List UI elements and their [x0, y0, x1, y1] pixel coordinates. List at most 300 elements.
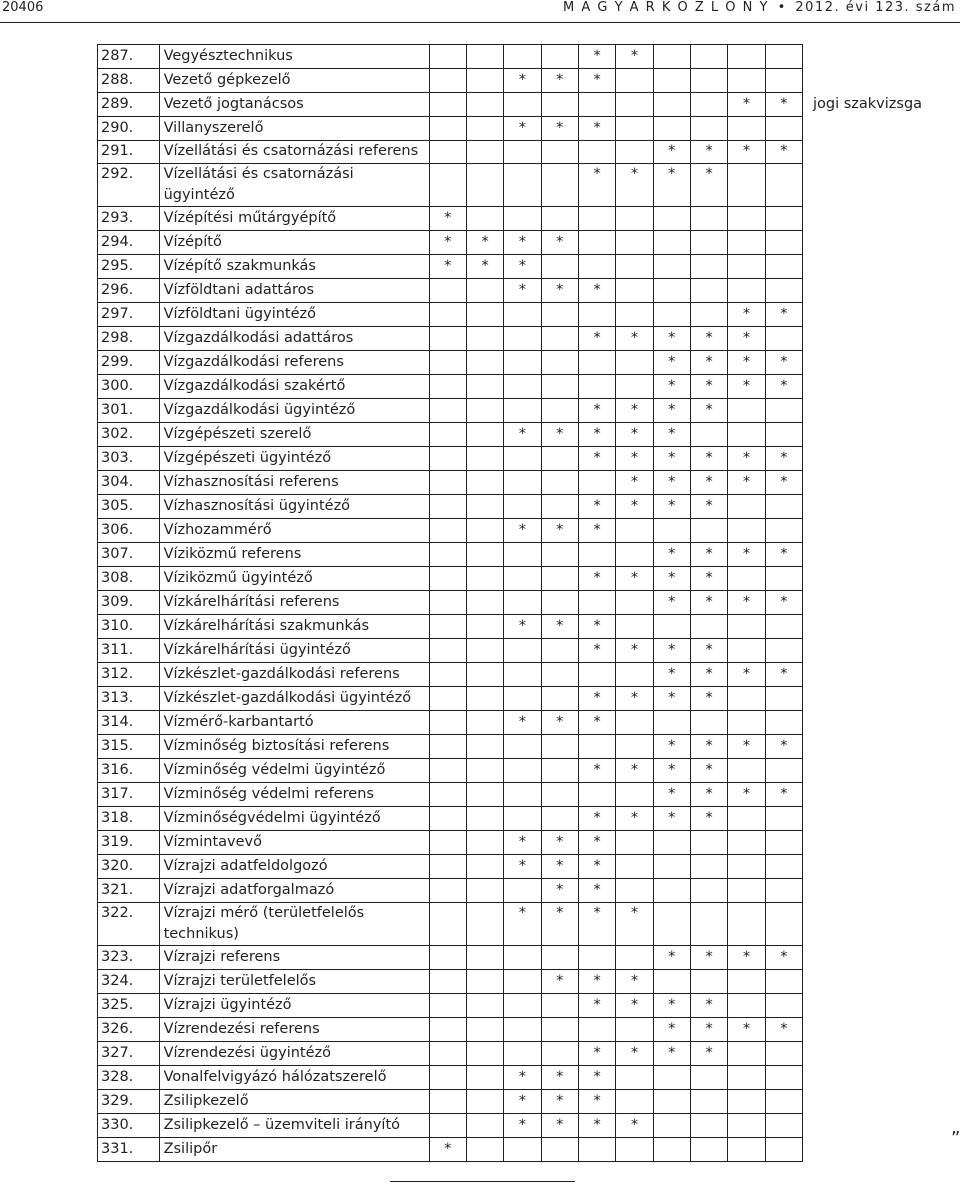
- qualification-mark: *: [578, 711, 615, 735]
- qualification-mark: *: [578, 879, 615, 903]
- table-row: [98, 970, 960, 994]
- qualification-mark: *: [765, 351, 802, 375]
- qualification-mark: *: [653, 687, 690, 711]
- qualification-mark: [429, 1018, 466, 1042]
- table-row: [98, 375, 960, 399]
- table-row: [98, 1090, 960, 1114]
- requirement-note: [802, 231, 959, 255]
- qualification-mark: *: [765, 447, 802, 471]
- qualification-mark: [653, 615, 690, 639]
- qualification-mark: [466, 994, 503, 1018]
- qualification-mark: [765, 994, 802, 1018]
- requirement-note: [802, 117, 959, 141]
- qualification-mark: [429, 279, 466, 303]
- qualification-mark: *: [765, 591, 802, 615]
- requirement-note: [802, 351, 959, 375]
- requirement-note: [802, 591, 959, 615]
- row-number: 303.: [98, 447, 160, 471]
- qualification-mark: [504, 543, 541, 567]
- qualification-mark: *: [690, 639, 727, 663]
- qualification-mark: [504, 735, 541, 759]
- qualification-mark: [653, 1090, 690, 1114]
- occupation-name: Vízhasznosítási ügyintéző: [159, 495, 429, 519]
- qualification-mark: [690, 615, 727, 639]
- qualification-mark: *: [728, 543, 765, 567]
- qualification-mark: [466, 519, 503, 543]
- table-row: [98, 117, 960, 141]
- qualification-mark: [504, 471, 541, 495]
- qualification-mark: *: [578, 117, 615, 141]
- row-number: 288.: [98, 69, 160, 93]
- qualification-mark: *: [690, 759, 727, 783]
- requirement-note: [802, 1018, 959, 1042]
- qualification-mark: [765, 207, 802, 231]
- qualification-mark: [728, 639, 765, 663]
- qualification-mark: [541, 783, 578, 807]
- qualification-mark: [578, 591, 615, 615]
- table-row: [98, 879, 960, 903]
- occupation-name: Vízminőségvédelmi ügyintéző: [159, 807, 429, 831]
- requirement-note: [802, 69, 959, 93]
- qualification-mark: *: [541, 231, 578, 255]
- qualification-mark: *: [504, 69, 541, 93]
- qualification-mark: [728, 207, 765, 231]
- row-number: 320.: [98, 855, 160, 879]
- occupation-name: Vízföldtani adattáros: [159, 279, 429, 303]
- qualification-mark: [728, 903, 765, 946]
- qualification-mark: [541, 807, 578, 831]
- row-number: 325.: [98, 994, 160, 1018]
- qualification-mark: [429, 141, 466, 164]
- table-row: [98, 93, 960, 117]
- qualification-mark: [765, 970, 802, 994]
- row-number: 322.: [98, 903, 160, 946]
- qualification-mark: *: [541, 519, 578, 543]
- qualification-mark: [616, 375, 653, 399]
- qualification-mark: [765, 639, 802, 663]
- qualification-mark: [616, 1018, 653, 1042]
- requirement-note: [802, 663, 959, 687]
- qualification-mark: [653, 1066, 690, 1090]
- qualification-mark: [616, 831, 653, 855]
- qualification-mark: [616, 279, 653, 303]
- occupation-name: Vízminőség védelmi referens: [159, 783, 429, 807]
- qualification-mark: [541, 1042, 578, 1066]
- qualification-mark: [466, 1090, 503, 1114]
- qualification-mark: [578, 543, 615, 567]
- qualification-mark: [578, 471, 615, 495]
- qualification-mark: [541, 994, 578, 1018]
- qualification-mark: *: [541, 970, 578, 994]
- requirement-note: [802, 639, 959, 663]
- qualification-mark: *: [578, 69, 615, 93]
- qualification-mark: [616, 615, 653, 639]
- qualification-mark: [541, 639, 578, 663]
- qualification-mark: *: [504, 615, 541, 639]
- qualification-mark: *: [616, 970, 653, 994]
- qualification-mark: [728, 279, 765, 303]
- occupation-name: Vízkészlet-gazdálkodási referens: [159, 663, 429, 687]
- row-number: 308.: [98, 567, 160, 591]
- table-row: [98, 1138, 960, 1162]
- requirement-note: [802, 543, 959, 567]
- qualification-mark: [429, 831, 466, 855]
- qualification-mark: [728, 615, 765, 639]
- qualification-mark: [541, 495, 578, 519]
- qualification-mark: [616, 735, 653, 759]
- qualification-mark: *: [690, 327, 727, 351]
- qualification-mark: [504, 567, 541, 591]
- qualification-mark: *: [690, 567, 727, 591]
- journal-name: M A G Y A R K Ö Z L Ö N Y: [563, 0, 769, 15]
- row-number: 313.: [98, 687, 160, 711]
- qualification-mark: *: [578, 327, 615, 351]
- occupation-name: Vízellátási és csatornázási referens: [159, 141, 429, 164]
- qualification-mark: [765, 831, 802, 855]
- qualification-mark: [578, 1138, 615, 1162]
- qualification-mark: *: [578, 687, 615, 711]
- occupation-name: Vízrendezési ügyintéző: [159, 1042, 429, 1066]
- qualification-mark: *: [541, 615, 578, 639]
- qualification-mark: *: [429, 1138, 466, 1162]
- qualification-mark: [504, 45, 541, 69]
- row-number: 327.: [98, 1042, 160, 1066]
- qualification-mark: *: [653, 495, 690, 519]
- requirement-note: [802, 141, 959, 164]
- qualification-mark: [728, 1090, 765, 1114]
- qualification-mark: [653, 711, 690, 735]
- requirement-note: [802, 759, 959, 783]
- row-number: 316.: [98, 759, 160, 783]
- row-number: 321.: [98, 879, 160, 903]
- qualification-mark: [504, 807, 541, 831]
- qualification-mark: [466, 759, 503, 783]
- qualification-mark: *: [653, 447, 690, 471]
- requirement-note: [802, 1114, 959, 1138]
- qualification-mark: *: [690, 783, 727, 807]
- occupation-name: Vízrajzi területfelelős: [159, 970, 429, 994]
- occupation-name: Vízellátási és csatornázási ügyintéző: [159, 164, 429, 207]
- journal-title: [563, 0, 956, 15]
- occupation-name: Vízföldtani ügyintéző: [159, 303, 429, 327]
- qualification-mark: *: [578, 615, 615, 639]
- qualification-mark: [765, 423, 802, 447]
- qualification-mark: [765, 1090, 802, 1114]
- qualification-mark: [690, 255, 727, 279]
- qualification-mark: *: [653, 807, 690, 831]
- table-row: [98, 207, 960, 231]
- qualification-mark: [578, 141, 615, 164]
- qualification-mark: *: [616, 1114, 653, 1138]
- qualification-mark: [653, 303, 690, 327]
- qualification-mark: [578, 783, 615, 807]
- qualification-mark: *: [653, 994, 690, 1018]
- qualification-mark: [690, 93, 727, 117]
- qualification-mark: *: [653, 567, 690, 591]
- qualification-mark: [504, 946, 541, 970]
- qualification-mark: [429, 735, 466, 759]
- row-number: 289.: [98, 93, 160, 117]
- qualification-mark: [466, 1114, 503, 1138]
- qualification-mark: *: [690, 141, 727, 164]
- qualification-mark: [504, 687, 541, 711]
- qualification-mark: *: [466, 231, 503, 255]
- qualification-mark: *: [653, 351, 690, 375]
- qualification-mark: [429, 45, 466, 69]
- qualification-mark: *: [690, 735, 727, 759]
- qualification-mark: [466, 375, 503, 399]
- qualification-mark: [466, 639, 503, 663]
- qualification-mark: [728, 831, 765, 855]
- qualification-mark: *: [541, 711, 578, 735]
- occupation-name: Vegyésztechnikus: [159, 45, 429, 69]
- qualification-mark: [466, 879, 503, 903]
- qualification-mark: *: [653, 735, 690, 759]
- occupation-name: Vízkészlet-gazdálkodási ügyintéző: [159, 687, 429, 711]
- qualification-mark: [690, 831, 727, 855]
- row-number: 299.: [98, 351, 160, 375]
- qualification-mark: [541, 759, 578, 783]
- qualification-mark: [429, 687, 466, 711]
- qualification-mark: [616, 351, 653, 375]
- qualification-mark: *: [578, 903, 615, 946]
- qualification-mark: *: [728, 471, 765, 495]
- qualification-mark: [541, 327, 578, 351]
- qualification-mark: [653, 1114, 690, 1138]
- qualification-mark: *: [690, 164, 727, 207]
- qualification-mark: [541, 303, 578, 327]
- qualification-mark: [541, 591, 578, 615]
- qualification-mark: *: [653, 591, 690, 615]
- qualification-mark: *: [504, 279, 541, 303]
- qualification-mark: [765, 903, 802, 946]
- qualification-mark: *: [728, 591, 765, 615]
- qualification-mark: [765, 1114, 802, 1138]
- qualification-mark: [728, 45, 765, 69]
- qualification-mark: [616, 663, 653, 687]
- table-row: [98, 615, 960, 639]
- table-row: [98, 735, 960, 759]
- qualification-mark: [466, 117, 503, 141]
- qualification-mark: *: [578, 807, 615, 831]
- qualification-mark: [616, 1066, 653, 1090]
- qualification-mark: [429, 93, 466, 117]
- qualification-mark: [504, 1042, 541, 1066]
- qualification-mark: [653, 69, 690, 93]
- qualification-mark: *: [504, 423, 541, 447]
- qualification-mark: [466, 687, 503, 711]
- qualification-mark: *: [765, 375, 802, 399]
- qualification-mark: [616, 855, 653, 879]
- qualification-mark: [466, 207, 503, 231]
- row-number: 301.: [98, 399, 160, 423]
- qualification-mark: [578, 1018, 615, 1042]
- qualification-mark: *: [578, 759, 615, 783]
- qualification-mark: [429, 855, 466, 879]
- qualification-mark: [504, 399, 541, 423]
- occupation-name: Vezető gépkezelő: [159, 69, 429, 93]
- qualification-mark: [616, 255, 653, 279]
- qualification-mark: [429, 327, 466, 351]
- table-row: [98, 903, 960, 946]
- qualification-mark: [728, 1138, 765, 1162]
- qualification-mark: [578, 255, 615, 279]
- qualification-mark: [728, 759, 765, 783]
- table-row: [98, 783, 960, 807]
- qualification-mark: *: [690, 591, 727, 615]
- requirement-note: [802, 45, 959, 69]
- table-row: [98, 1018, 960, 1042]
- requirement-note: [802, 1042, 959, 1066]
- qualification-mark: *: [578, 519, 615, 543]
- qualification-mark: [541, 543, 578, 567]
- qualification-mark: *: [728, 303, 765, 327]
- qualification-mark: [466, 591, 503, 615]
- qualification-mark: [616, 69, 653, 93]
- qualification-mark: [429, 303, 466, 327]
- qualification-mark: [690, 1090, 727, 1114]
- qualification-mark: *: [728, 327, 765, 351]
- qualification-mark: [429, 495, 466, 519]
- qualification-mark: [504, 141, 541, 164]
- qualification-mark: [653, 93, 690, 117]
- row-number: 317.: [98, 783, 160, 807]
- qualification-mark: [728, 519, 765, 543]
- occupation-name: Vízrajzi adatforgalmazó: [159, 879, 429, 903]
- qualification-mark: *: [690, 375, 727, 399]
- occupation-name: Vízminőség biztosítási referens: [159, 735, 429, 759]
- qualification-mark: [728, 255, 765, 279]
- qualification-mark: [765, 807, 802, 831]
- qualification-mark: *: [578, 855, 615, 879]
- qualification-mark: *: [616, 164, 653, 207]
- occupation-name: Víziközmű ügyintéző: [159, 567, 429, 591]
- qualification-mark: [429, 375, 466, 399]
- occupation-name: Vonalfelvigyázó hálózatszerelő: [159, 1066, 429, 1090]
- occupation-table: [97, 44, 960, 1162]
- qualification-mark: [690, 855, 727, 879]
- qualification-mark: *: [653, 327, 690, 351]
- qualification-mark: [541, 1138, 578, 1162]
- qualification-mark: *: [690, 994, 727, 1018]
- row-number: 328.: [98, 1066, 160, 1090]
- qualification-mark: [765, 279, 802, 303]
- qualification-mark: [616, 1090, 653, 1114]
- qualification-mark: *: [690, 663, 727, 687]
- qualification-mark: [765, 759, 802, 783]
- requirement-note: [802, 303, 959, 327]
- qualification-mark: [728, 711, 765, 735]
- row-number: 298.: [98, 327, 160, 351]
- table-row: [98, 231, 960, 255]
- requirement-note: [802, 399, 959, 423]
- qualification-mark: [541, 567, 578, 591]
- qualification-mark: *: [653, 1042, 690, 1066]
- occupation-name: Vízrendezési referens: [159, 1018, 429, 1042]
- qualification-mark: [616, 543, 653, 567]
- qualification-mark: [504, 994, 541, 1018]
- qualification-mark: [541, 1018, 578, 1042]
- qualification-mark: [504, 351, 541, 375]
- qualification-mark: *: [504, 231, 541, 255]
- occupation-name: Vízgazdálkodási referens: [159, 351, 429, 375]
- qualification-mark: [578, 663, 615, 687]
- row-number: 302.: [98, 423, 160, 447]
- occupation-table-body: [98, 45, 960, 1162]
- qualification-mark: *: [429, 255, 466, 279]
- requirement-note: [802, 1066, 959, 1090]
- qualification-mark: *: [653, 946, 690, 970]
- requirement-note: jogi szakvizsga: [812, 95, 923, 112]
- qualification-mark: [504, 639, 541, 663]
- requirement-note: [802, 423, 959, 447]
- qualification-mark: *: [504, 711, 541, 735]
- qualification-mark: [466, 141, 503, 164]
- qualification-mark: [765, 567, 802, 591]
- occupation-name: Vízépítési műtárgyépítő: [159, 207, 429, 231]
- qualification-mark: [728, 231, 765, 255]
- table-row: [98, 164, 960, 207]
- qualification-mark: [728, 164, 765, 207]
- qualification-mark: *: [616, 567, 653, 591]
- row-number: 319.: [98, 831, 160, 855]
- qualification-mark: [616, 879, 653, 903]
- qualification-mark: *: [690, 399, 727, 423]
- qualification-mark: [466, 831, 503, 855]
- occupation-name: Villanyszerelő: [159, 117, 429, 141]
- row-number: 307.: [98, 543, 160, 567]
- qualification-mark: [466, 567, 503, 591]
- qualification-mark: [690, 69, 727, 93]
- row-number: 300.: [98, 375, 160, 399]
- qualification-mark: *: [653, 1018, 690, 1042]
- qualification-mark: [466, 1018, 503, 1042]
- qualification-mark: [616, 141, 653, 164]
- qualification-mark: [429, 164, 466, 207]
- qualification-mark: *: [504, 831, 541, 855]
- qualification-mark: *: [765, 93, 802, 117]
- qualification-mark: [466, 303, 503, 327]
- qualification-mark: [653, 207, 690, 231]
- qualification-mark: [728, 994, 765, 1018]
- qualification-mark: *: [541, 69, 578, 93]
- qualification-mark: [466, 279, 503, 303]
- qualification-mark: [429, 711, 466, 735]
- qualification-mark: [504, 783, 541, 807]
- qualification-mark: *: [728, 93, 765, 117]
- row-number: 312.: [98, 663, 160, 687]
- qualification-mark: *: [578, 567, 615, 591]
- occupation-name: Vízrajzi ügyintéző: [159, 994, 429, 1018]
- qualification-mark: *: [578, 399, 615, 423]
- qualification-mark: [504, 970, 541, 994]
- row-number: 314.: [98, 711, 160, 735]
- qualification-mark: *: [616, 447, 653, 471]
- requirement-note: [802, 831, 959, 855]
- row-number: 324.: [98, 970, 160, 994]
- requirement-note: [802, 994, 959, 1018]
- qualification-mark: [690, 1114, 727, 1138]
- qualification-mark: [765, 399, 802, 423]
- qualification-mark: *: [578, 495, 615, 519]
- occupation-name: Vízmintavevő: [159, 831, 429, 855]
- qualification-mark: [690, 423, 727, 447]
- row-number: 297.: [98, 303, 160, 327]
- qualification-mark: [765, 1138, 802, 1162]
- table-row: [98, 1114, 960, 1138]
- qualification-mark: [466, 855, 503, 879]
- qualification-mark: [578, 207, 615, 231]
